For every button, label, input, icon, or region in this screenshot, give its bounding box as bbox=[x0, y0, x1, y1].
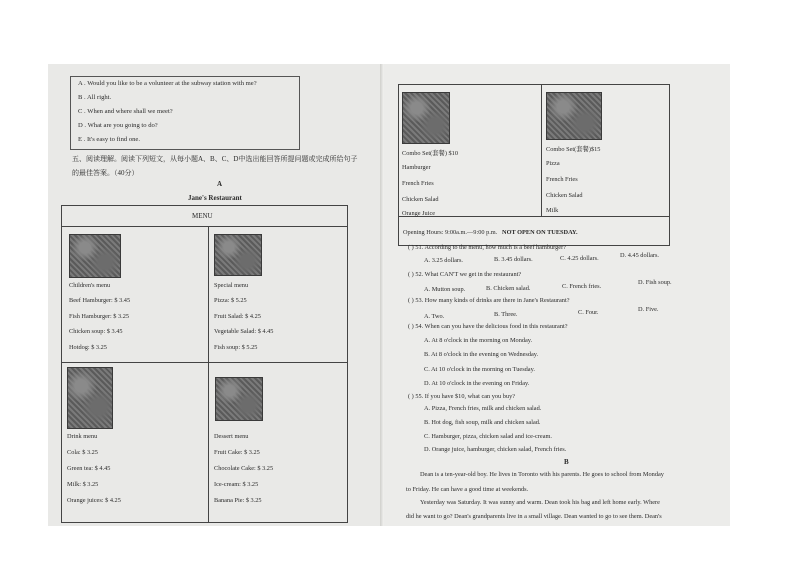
menu-item: Ice-cream: $ 3.25 bbox=[214, 481, 259, 488]
menu-item: Orange juices: $ 4.25 bbox=[67, 497, 121, 504]
combo-name: Combo Set(套餐) $10 bbox=[402, 150, 458, 157]
question-option: A. Mutton soup. bbox=[424, 286, 466, 293]
question-option: C. French fries. bbox=[562, 283, 602, 290]
menu-item: Chicken soup: $ 3.45 bbox=[69, 328, 123, 335]
question-option: A. Pizza, French fries, milk and chicken salad. bbox=[424, 405, 542, 412]
question-option: C. Four. bbox=[578, 309, 599, 316]
combo-item: Chicken Salad bbox=[546, 192, 583, 199]
menu-item: Fish soup: $ 5.25 bbox=[214, 344, 258, 351]
question-option: D. 4.45 dollars. bbox=[620, 252, 660, 259]
drink-photo bbox=[67, 367, 113, 429]
combo-name: Combo Set(套餐)$15 bbox=[546, 146, 601, 153]
section-instruction: 的最佳答案。（40分） bbox=[72, 169, 139, 177]
combo-item: Orange Juice bbox=[402, 210, 436, 217]
question-option: C. 4.25 dollars. bbox=[560, 255, 599, 262]
question-stem: ( ) 55. If you have $10, what can you buy? bbox=[408, 393, 516, 400]
question-option: B. 3.45 dollars. bbox=[494, 256, 533, 263]
menu-item: Milk: $ 3.25 bbox=[67, 481, 99, 488]
menu-divider bbox=[61, 362, 347, 363]
combo-photo bbox=[546, 92, 602, 140]
question-option: A. 3.25 dollars. bbox=[424, 257, 464, 264]
menu-divider bbox=[208, 226, 209, 522]
question-option: D. At 10 o'clock in the evening on Friday. bbox=[424, 380, 530, 387]
menu-name: Children's menu bbox=[69, 282, 111, 289]
question-option: A. Two. bbox=[424, 313, 445, 320]
menu-item: Cola: $ 3.25 bbox=[67, 449, 98, 456]
food-photo bbox=[69, 234, 121, 278]
question-option: A. At 8 o'clock in the morning on Monday. bbox=[424, 337, 533, 344]
menu-item: Fruit Cake: $ 3.25 bbox=[214, 449, 260, 456]
question-option: B. At 8 o'clock in the evening on Wednesday. bbox=[424, 351, 539, 358]
menu-divider bbox=[61, 226, 347, 227]
food-photo bbox=[214, 234, 262, 276]
combo-divider bbox=[541, 84, 542, 216]
question-option: C. Hamburger, pizza, chicken salad and ice-cream. bbox=[424, 433, 552, 440]
opening-hours bbox=[403, 229, 578, 236]
menu-item: Beef Hamburger: $ 3.45 bbox=[69, 297, 131, 304]
dialogue-option: A . Would you like to be a volunteer at the subway station with me? bbox=[78, 80, 257, 87]
passage-line: Yesterday was Saturday. It was sunny and warm. Dean took his bag and left home early. Where bbox=[420, 499, 660, 506]
menu-name: Drink menu bbox=[67, 433, 98, 440]
question-stem: ( ) 53. How many kinds of drinks are there in Jane's Restaurant? bbox=[408, 297, 570, 304]
not-open-notice: NOT OPEN ON TUESDAY. bbox=[502, 229, 578, 236]
dialogue-option: C . When and where shall we meet? bbox=[78, 108, 173, 115]
menu-item: Fish Hamburger: $ 3.25 bbox=[69, 313, 130, 320]
menu-item: Vegetable Salad: $ 4.45 bbox=[214, 328, 274, 335]
menu-item: Fruit Salad: $ 4.25 bbox=[214, 313, 261, 320]
question-option: D. Orange juice, hamburger, chicken salad, French fries. bbox=[424, 446, 567, 453]
menu-name: Special menu bbox=[214, 282, 249, 289]
question-option: D. Fish soup. bbox=[638, 279, 672, 286]
restaurant-title: Jane's Restaurant bbox=[188, 194, 242, 202]
passage-line: to Friday. He can have a good time at weekends. bbox=[406, 486, 529, 493]
question-option: B. Chicken salad. bbox=[486, 285, 531, 292]
combo-photo bbox=[402, 92, 450, 144]
combo-item: Pizza bbox=[546, 160, 560, 167]
menu-item: Hotdog: $ 3.25 bbox=[69, 344, 107, 351]
menu-item: Banana Pie: $ 3.25 bbox=[214, 497, 262, 504]
menu-item: Green tea: $ 4.45 bbox=[67, 465, 111, 472]
menu-name: Dessert menu bbox=[214, 433, 249, 440]
section-instruction: 五、阅读理解。阅读下列短文，从每小题A、B、C、D中选出能回答所提问题或完成所给句子 bbox=[72, 155, 358, 163]
dialogue-option: E . It's easy to find one. bbox=[78, 136, 140, 143]
combo-item: Milk bbox=[546, 207, 559, 214]
question-stem: ( ) 52. What CAN'T we get in the restaurant? bbox=[408, 271, 522, 278]
dialogue-option: D . What are you going to do? bbox=[78, 122, 158, 129]
question-stem: ( ) 54. When can you have the delicious food in this restaurant? bbox=[408, 323, 568, 330]
combo-divider bbox=[398, 216, 669, 217]
passage-letter: B bbox=[564, 458, 569, 466]
combo-item: Chicken Salad bbox=[402, 196, 439, 203]
dialogue-option: B . All right. bbox=[78, 94, 112, 101]
dessert-photo bbox=[215, 377, 263, 421]
question-option: B. Three. bbox=[494, 311, 518, 318]
opening-hours-label: Opening Hours: 9:00a.m.—9:00 p.m. bbox=[403, 229, 498, 236]
page-fold bbox=[380, 64, 384, 526]
menu-item: Pizza: $ 5.25 bbox=[214, 297, 247, 304]
question-option: C. At 10 o'clock in the morning on Tuesday. bbox=[424, 366, 535, 373]
combo-item: French Fries bbox=[546, 176, 578, 183]
passage-line: did he want to go? Dean's grandparents live in a small village. Dean wanted to go to see them. Dean's bbox=[406, 513, 662, 520]
question-option: B. Hot dog, fish soup, milk and chicken salad. bbox=[424, 419, 541, 426]
question-stem: ( ) 51. According to the menu, how much is a beef hamburger? bbox=[408, 244, 566, 251]
question-option: D. Five. bbox=[638, 306, 659, 313]
combo-item: Hamburger bbox=[402, 164, 431, 171]
passage-line: Dean is a ten-year-old boy. He lives in Toronto with his parents. He goes to school from Monday bbox=[420, 471, 664, 478]
passage-letter: A bbox=[217, 180, 223, 188]
combo-item: French Fries bbox=[402, 180, 434, 187]
menu-item: Chocolate Cake: $ 3.25 bbox=[214, 465, 274, 472]
menu-header: MENU bbox=[192, 212, 213, 220]
